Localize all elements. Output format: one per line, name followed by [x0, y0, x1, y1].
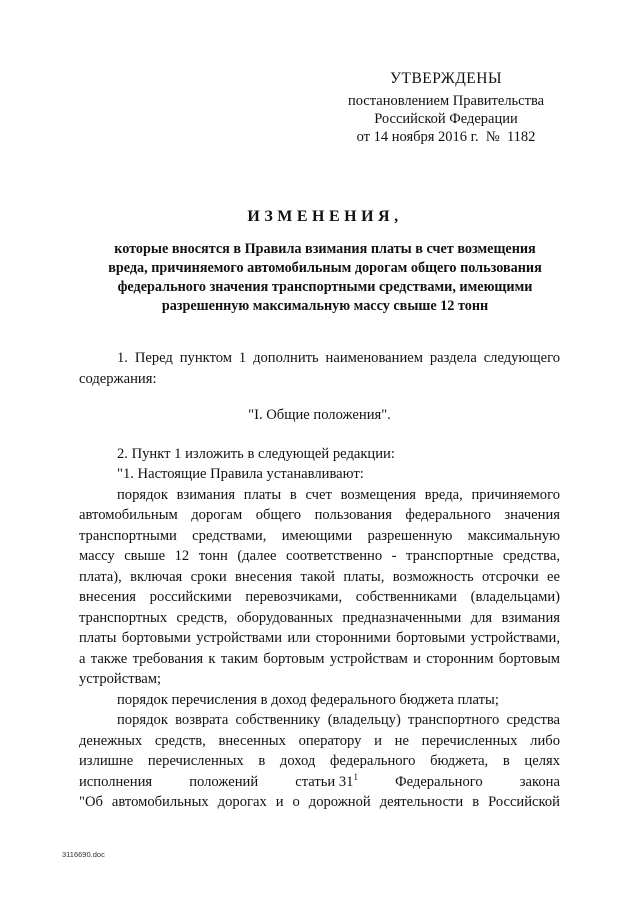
subtitle-line: федерального значения транспортными средствами, имеющими — [117, 279, 533, 295]
item-2-quote-start: "1. Настоящие Правила устанавливают: — [117, 466, 364, 482]
paragraph-line: платы бортовыми устройствами или сторонними бортовыми устройствами, — [79, 630, 560, 646]
word: статьи 31 — [295, 773, 354, 790]
subtitle-line: которые вносятся в Правила взимания платы в счет возмещения — [114, 241, 536, 257]
title-block — [60, 208, 590, 316]
paragraph-line: порядок взимания платы в счет возмещения вреда, причиняемого — [117, 486, 560, 503]
approval-block — [330, 70, 562, 146]
paragraph-line: порядок возврата собственнику (владельцу) транспортного средства — [117, 712, 560, 728]
document-title: ИЗМЕНЕНИЯ, — [247, 208, 403, 225]
word: исполнения — [79, 773, 153, 790]
approval-heading: УТВЕРЖДЕНЫ — [390, 70, 502, 87]
document-body — [79, 348, 560, 813]
approval-line-3: от 14 ноября 2016 г. № 1182 — [356, 129, 536, 145]
paragraph-line: а также требования к таким бортовым устройствам и сторонним бортовым — [79, 650, 560, 667]
word: положений — [189, 773, 259, 790]
paragraph-line — [79, 772, 560, 793]
paragraph-line: плата), включая сроки внесения такой платы, возможность отсрочки ее — [79, 568, 560, 585]
item-1-text-cont: содержания: — [79, 370, 157, 387]
section-heading-quote: "I. Общие положения". — [248, 407, 391, 423]
paragraph-line: внесения российскими перевозчиками, собственниками (владельцами) — [79, 589, 560, 605]
paragraph-line: транспортных средств, оборудованных предназначенными для взимания — [79, 609, 560, 626]
paragraph-line: устройствам; — [79, 671, 162, 687]
article-reference — [295, 772, 358, 793]
paragraph-line: автомобильным дорогам общего пользования федерального значения — [79, 507, 560, 523]
paragraph-line: порядок перечисления в доход федерального бюджета платы; — [117, 691, 499, 708]
paragraph-line: "Об автомобильных дорогах и о дорожной деятельности в Российской — [79, 794, 560, 810]
footer-filename: 3116690.doc — [62, 850, 105, 859]
approval-line-2: Российской Федерации — [374, 111, 518, 127]
paragraph-line: излишне перечисленных в доход федерального бюджета, в целях — [79, 753, 560, 769]
word: закона — [519, 773, 560, 790]
approval-line-1: постановлением Правительства — [347, 93, 545, 109]
paragraph-line: транспортными средствами, имеющими разрешенную максимальную — [79, 527, 560, 544]
word: Федерального — [395, 773, 483, 790]
superscript: 1 — [353, 771, 358, 782]
paragraph-line: массу свыше 12 тонн (далее соответственно - транспортные средства, — [79, 548, 560, 564]
subtitle-line: разрешенную максимальную массу свыше 12 тонн — [161, 298, 489, 314]
item-2-text: 2. Пункт 1 изложить в следующей редакции: — [117, 445, 395, 462]
paragraph-line: денежных средств, внесенных оператору и не перечисленных либо — [79, 732, 560, 749]
subtitle-line: вреда, причиняемого автомобильным дорогам общего пользования — [108, 260, 542, 276]
item-1-text: 1. Перед пунктом 1 дополнить наименованием раздела следующего — [117, 350, 560, 366]
